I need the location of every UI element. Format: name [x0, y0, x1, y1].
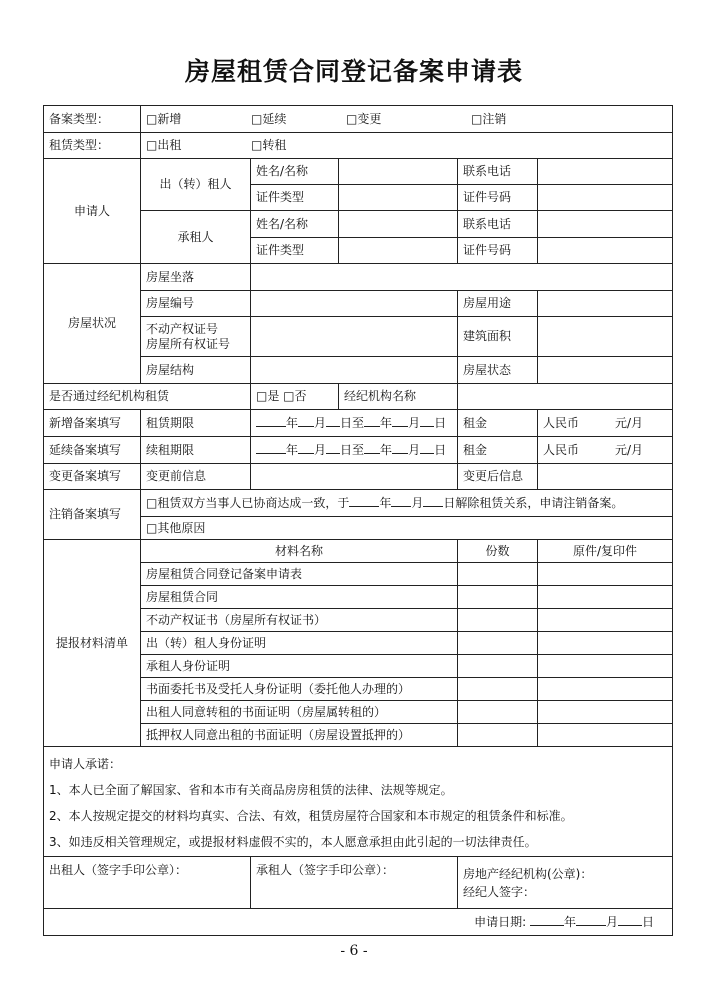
new-period-day-to: 日至 [340, 416, 365, 430]
lessor-phone-field[interactable] [538, 159, 673, 185]
lessee-id-type-field[interactable] [339, 238, 458, 264]
new-period-day-end: 日 [434, 416, 447, 430]
new-period-field[interactable] [251, 410, 458, 437]
lease-type-rent-checkbox[interactable]: □出租 [146, 138, 182, 152]
lessee-phone-field[interactable] [538, 211, 673, 238]
extend-rent-unit: 元/月 [615, 442, 644, 457]
change-before-field[interactable] [251, 464, 458, 490]
material-type-field[interactable] [538, 609, 673, 632]
commitment-block [44, 747, 673, 857]
materials-label: 提报材料清单 [44, 540, 141, 747]
extend-rent-label: 租金 [458, 437, 538, 464]
agency-name-label: 经纪机构名称 [339, 384, 458, 410]
cancel-filing-label: 注销备案填写 [44, 490, 141, 540]
new-period-month: 月 [314, 416, 327, 430]
agency-signature-field[interactable] [458, 857, 673, 909]
new-rent-label: 租金 [458, 410, 538, 437]
filing-type-change-checkbox[interactable]: □变更 [346, 111, 382, 126]
extend-period-year: 年 [286, 443, 299, 457]
property-number-label: 房屋编号 [141, 291, 251, 317]
material-type-field[interactable] [538, 632, 673, 655]
lessor-id-type-label: 证件类型 [251, 185, 339, 211]
material-count-field[interactable] [458, 586, 538, 609]
property-structure-field[interactable] [251, 357, 458, 384]
material-type-field[interactable] [538, 563, 673, 586]
extend-period-day-to: 日至 [340, 443, 365, 457]
filing-type-extend-checkbox[interactable]: □延续 [251, 111, 287, 126]
new-filing-label: 新增备案填写 [44, 410, 141, 437]
material-type-field[interactable] [538, 701, 673, 724]
lessee-name-field[interactable] [339, 211, 458, 238]
cancel-year: 年 [379, 496, 392, 510]
lessee-id-number-field[interactable] [538, 238, 673, 264]
material-name: 出（转）租人身份证明 [141, 632, 458, 655]
lessor-id-number-field[interactable] [538, 185, 673, 211]
lessor-id-type-field[interactable] [339, 185, 458, 211]
commitment-item-3: 3、如违反相关管理规定，或提报材料虚假不实的，本人愿意承担由此引起的一切法律责任。 [49, 835, 537, 849]
property-structure-label: 房屋结构 [141, 357, 251, 384]
material-count-field[interactable] [458, 678, 538, 701]
extend-filing-label: 延续备案填写 [44, 437, 141, 464]
material-name: 书面委托书及受托人身份证明（委托他人办理的） [141, 678, 458, 701]
lessee-name-label: 姓名/名称 [251, 211, 339, 238]
new-period-year-end: 年 [380, 416, 393, 430]
cancel-other-option[interactable]: □其他原因 [141, 517, 673, 540]
extend-period-month-end: 月 [408, 443, 421, 457]
agency-yes-no-checkbox[interactable]: □是 □否 [251, 384, 339, 410]
application-form [43, 105, 673, 936]
material-count-field[interactable] [458, 609, 538, 632]
cancel-agreed-text: □租赁双方当事人已协商达成一致，于 [146, 496, 350, 510]
cancel-month: 月 [411, 496, 424, 510]
material-name: 抵押权人同意出租的书面证明（房屋设置抵押的） [141, 724, 458, 747]
lessor-name-label: 姓名/名称 [251, 159, 339, 185]
material-count-field[interactable] [458, 563, 538, 586]
property-status-label: 房屋状态 [458, 357, 538, 384]
extend-period-year-end: 年 [380, 443, 393, 457]
agency-name-field[interactable] [458, 384, 673, 410]
material-name: 出租人同意转租的书面证明（房屋属转租的） [141, 701, 458, 724]
filing-type-new-checkbox[interactable]: □新增 [146, 111, 182, 126]
applicant-label: 申请人 [44, 159, 141, 264]
material-name: 承租人身份证明 [141, 655, 458, 678]
material-type-field[interactable] [538, 655, 673, 678]
cancel-agreed-option[interactable] [141, 490, 673, 517]
property-usage-label: 房屋用途 [458, 291, 538, 317]
lessee-signature-field[interactable] [251, 857, 458, 909]
lessee-signature-label: 承租人（签字手印公章）： [256, 863, 395, 877]
material-type-field[interactable] [538, 586, 673, 609]
lessor-signature-field[interactable] [44, 857, 251, 909]
lessee-label: 承租人 [141, 211, 251, 264]
materials-col-count: 份数 [458, 540, 538, 563]
agent-signature-label: 经纪人签字： [463, 885, 536, 899]
material-name: 不动产权证书（房屋所有权证书） [141, 609, 458, 632]
lessor-phone-label: 联系电话 [458, 159, 538, 185]
agency-question: 是否通过经纪机构租赁 [44, 384, 251, 410]
page-number: - 6 - [340, 943, 368, 959]
materials-col-type: 原件/复印件 [538, 540, 673, 563]
apply-date-field[interactable] [44, 909, 673, 936]
apply-date-month: 月 [605, 915, 618, 929]
lessor-id-number-label: 证件号码 [458, 185, 538, 211]
material-count-field[interactable] [458, 655, 538, 678]
material-type-field[interactable] [538, 724, 673, 747]
extend-period-day-end: 日 [434, 443, 447, 457]
extend-rent-rmb: 人民币 [543, 442, 580, 457]
property-cert-label [141, 317, 251, 357]
property-area-label: 建筑面积 [458, 317, 538, 357]
lessee-phone-label: 联系电话 [458, 211, 538, 238]
lessee-id-number-label: 证件号码 [458, 238, 538, 264]
lessee-id-type-label: 证件类型 [251, 238, 339, 264]
property-number-field[interactable] [251, 291, 458, 317]
filing-type-row [44, 106, 673, 133]
new-rent-unit: 元/月 [615, 415, 644, 430]
property-location-label: 房屋坐落 [141, 264, 251, 291]
agency-seal-label: 房地产经纪机构(公章)： [463, 867, 593, 881]
new-period-label: 租赁期限 [141, 410, 251, 437]
lease-type-label: 租赁类型： [44, 133, 141, 159]
lessor-signature-label: 出租人（签字手印公章）： [49, 863, 188, 877]
property-cert-field[interactable] [251, 317, 458, 357]
new-period-month-end: 月 [408, 416, 421, 430]
property-usage-field[interactable] [538, 291, 673, 317]
commitment-item-2: 2、本人按规定提交的材料均真实、合法、有效，租赁房屋符合国家和本市规定的租赁条件和标准。 [49, 809, 573, 823]
extend-rent-field[interactable] [538, 437, 673, 464]
extend-period-label: 续租期限 [141, 437, 251, 464]
filing-type-cancel-checkbox[interactable]: □注销 [471, 111, 507, 126]
form-title: 房屋租赁合同登记备案申请表 [184, 57, 523, 86]
materials-col-name: 材料名称 [141, 540, 458, 563]
material-type-field[interactable] [538, 678, 673, 701]
extend-period-month: 月 [314, 443, 327, 457]
change-after-field[interactable] [538, 464, 673, 490]
property-area-field[interactable] [538, 317, 673, 357]
new-rent-field[interactable] [538, 410, 673, 437]
property-cert-line1: 不动产权证号 [146, 321, 219, 336]
material-count-field[interactable] [458, 632, 538, 655]
material-name: 房屋租赁合同 [141, 586, 458, 609]
change-after-label: 变更后信息 [458, 464, 538, 490]
lessor-name-field[interactable] [339, 159, 458, 185]
cancel-agreed-text-end: 日解除租赁关系，申请注销备案。 [443, 496, 624, 510]
lease-type-sublet-checkbox[interactable]: □转租 [251, 138, 287, 152]
material-name: 房屋租赁合同登记备案申请表 [141, 563, 458, 586]
material-count-field[interactable] [458, 701, 538, 724]
property-status-field[interactable] [538, 357, 673, 384]
filing-type-label: 备案类型： [44, 106, 141, 133]
property-label: 房屋状况 [44, 264, 141, 384]
extend-period-field[interactable] [251, 437, 458, 464]
property-cert-line2: 房屋所有权证号 [146, 336, 231, 351]
commitment-heading: 申请人承诺： [49, 757, 122, 771]
new-rent-rmb: 人民币 [543, 415, 580, 430]
apply-date-year: 年 [563, 915, 576, 929]
commitment-item-1: 1、本人已全面了解国家、省和本市有关商品房房租赁的法律、法规等规定。 [49, 783, 453, 797]
property-location-field[interactable] [251, 264, 673, 291]
change-before-label: 变更前信息 [141, 464, 251, 490]
apply-date-label: 申请日期: [474, 915, 527, 929]
lessor-label: 出（转）租人 [141, 159, 251, 211]
lease-type-row [44, 133, 673, 159]
material-count-field[interactable] [458, 724, 538, 747]
apply-date-day: 日 [642, 915, 655, 929]
new-period-year: 年 [286, 416, 299, 430]
change-filing-label: 变更备案填写 [44, 464, 141, 490]
